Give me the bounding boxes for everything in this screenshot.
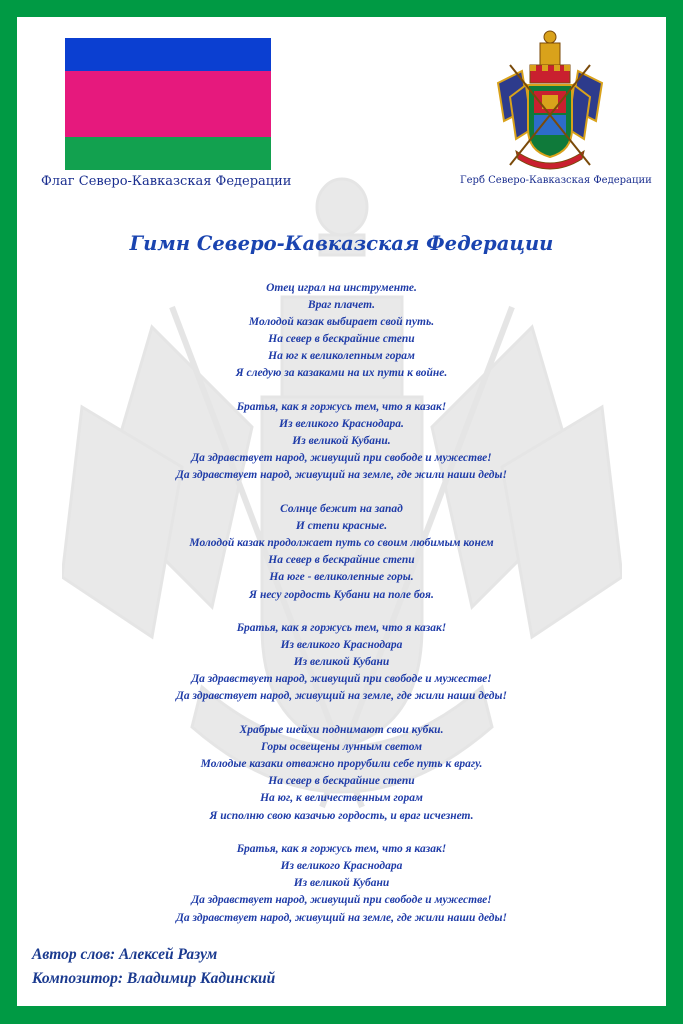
flag-caption: Флаг Северо-Кавказская Федерации: [41, 174, 292, 189]
coat-of-arms-caption: Герб Северо-Кавказская Федерации: [460, 175, 652, 186]
page-content: [17, 17, 666, 1006]
lyric-line: Да здравствует народ, живущий на земле, где жили наши деды!: [176, 690, 507, 703]
lyric-line: Молодые казаки отважно прорубили себе путь к врагу.: [200, 758, 483, 771]
anthem-title: Гимн Северо-Кавказская Федерации: [129, 232, 554, 255]
lyric-line: Отец играл на инструменте.: [266, 282, 417, 294]
lyric-line: Да здравствует народ, живущий на земле, где жили наши деды!: [176, 469, 507, 482]
lyric-line: Из великой Кубани: [293, 656, 390, 669]
lyric-line: Я несу гордость Кубани на поле боя.: [249, 588, 434, 601]
stanza: [17, 280, 666, 383]
lyric-line: Из великой Кубани.: [292, 435, 391, 448]
flag-image: [65, 38, 271, 170]
stanza: [17, 399, 666, 484]
lyric-line: Из великого Краснодара.: [279, 418, 404, 431]
lyric-line: Солнце бежит на запад: [280, 503, 403, 516]
lyrics-author: Автор слов: Алексей Разум: [32, 946, 218, 963]
lyric-line: Я исполню свою казачью гордость, и враг исчезнет.: [209, 809, 474, 822]
stanza: [17, 501, 666, 604]
lyric-line: Да здравствует народ, живущий при свободе и мужестве!: [191, 894, 492, 907]
lyric-line: Братья, как я горжусь тем, что я казак!: [236, 843, 447, 856]
flag-stripe-blue: [65, 38, 271, 71]
stanza: [17, 620, 666, 705]
anthem-lyrics: [17, 280, 666, 943]
lyric-line: На юге - великолепные горы.: [269, 571, 414, 584]
lyric-line: Молодой казак выбирает свой путь.: [248, 316, 435, 329]
stanza: [17, 722, 666, 825]
coat-of-arms-icon: [490, 25, 610, 175]
lyric-line: Из великого Краснодара: [280, 639, 403, 652]
lyric-line: Молодой казак продолжает путь со своим любимым конем: [189, 537, 494, 550]
lyric-line: Из великой Кубани: [293, 877, 390, 890]
lyric-line: На север в бескрайние степи: [268, 775, 415, 788]
flag-stripe-green: [65, 137, 271, 170]
lyric-line: Храбрые шейхи поднимают свои кубки.: [239, 724, 444, 737]
lyric-line: На юг, к величественным горам: [260, 792, 423, 805]
composer: Композитор: Владимир Кадинский: [32, 970, 276, 987]
lyric-line: Да здравствует народ, живущий при свободе и мужестве!: [191, 452, 492, 465]
lyric-line: Из великого Краснодара: [280, 860, 403, 873]
lyric-line: На север в бескрайние степи: [268, 333, 415, 346]
stanza: [17, 841, 666, 926]
lyric-line: Да здравствует народ, живущий на земле, где жили наши деды!: [176, 911, 507, 924]
lyric-line: На юг к великолепным горам: [268, 350, 415, 363]
lyric-line: Братья, как я горжусь тем, что я казак!: [236, 622, 447, 635]
lyric-line: Да здравствует народ, живущий при свободе и мужестве!: [191, 673, 492, 686]
lyric-line: Братья, как я горжусь тем, что я казак!: [236, 401, 447, 414]
lyric-line: Горы освещены лунным светом: [261, 741, 422, 754]
flag-stripe-magenta: [65, 71, 271, 137]
lyric-line: На север в бескрайние степи: [268, 554, 415, 567]
lyric-line: И степи красные.: [295, 520, 388, 533]
lyric-line: Я следую за казаками на их пути к войне.: [235, 367, 448, 380]
lyric-line: Враг плачет.: [307, 299, 376, 312]
